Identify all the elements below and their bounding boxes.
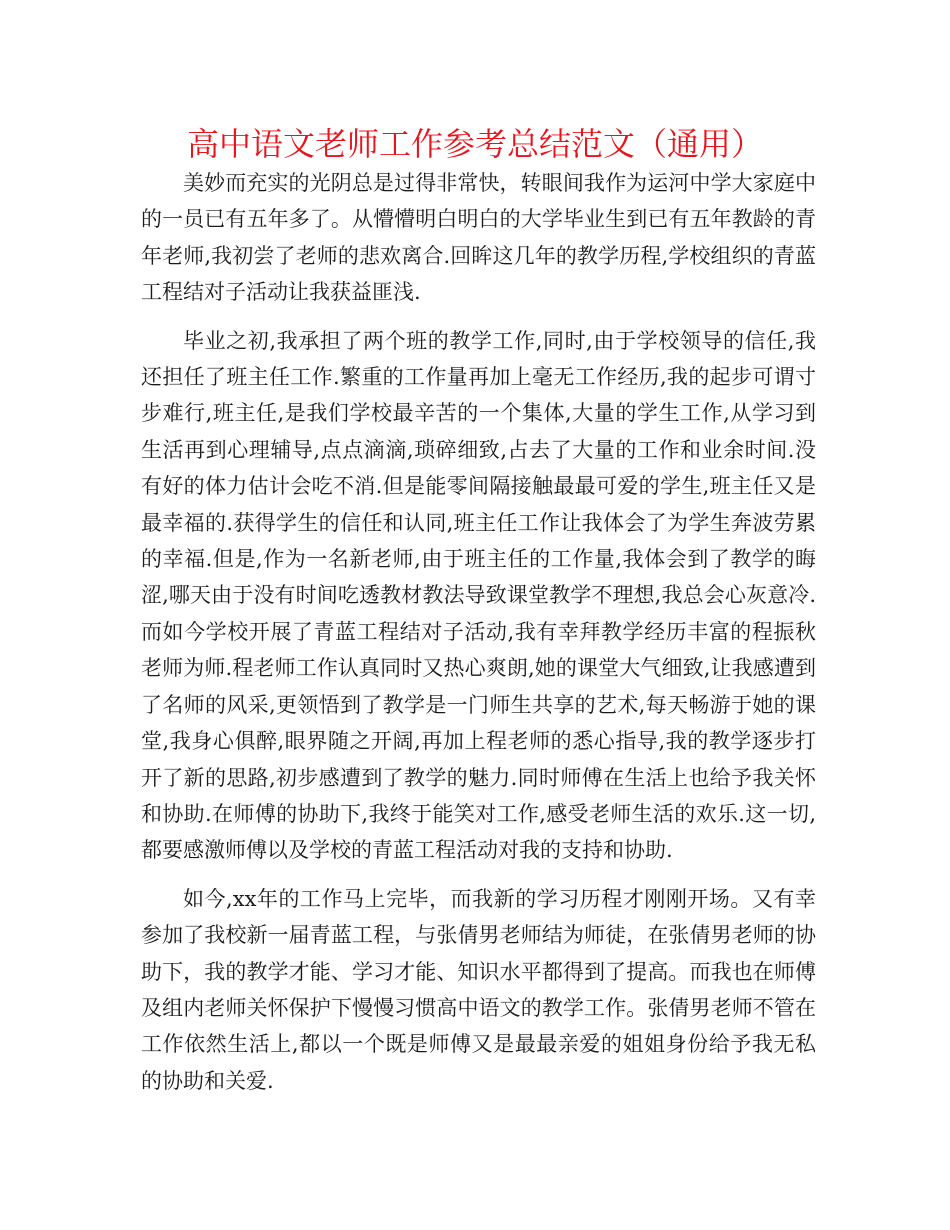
document-title: 高中语文老师工作参考总结范文（通用） bbox=[186, 125, 763, 163]
paragraph-2: 毕业之初,我承担了两个班的教学工作,同时,由于学校领导的信任,我还担任了班主任工作.繁重的工作量再加上毫无工作经历,我的起步可谓寸步难行,班主任,是我们学校最辛苦的一个集体,大量的学生工作,从学习到生活再到心理辅导,点点滴滴,琐碎细致,占去了大量的工作和业余时间.没有好的体力估计会吃不消.但是能零间隔接触最最可爱的学生,班主任又是最幸福的.获得学生的信任和认同,班主任工作让我体会了为学生奔波劳累的幸福.但是,作为一名新老师,由于班主任的工作量,我体会到了教学的晦涩,哪天由于没有时间吃透教材教法导致课堂教学不理想,我总会心灰意冷.而如今学校开展了青蓝工程结对子活动,我有幸拜教学经历丰富的程振秋老师为师.程老师工作认真同时又热心爽朗,她的课堂大气细致,让我感遭到了名师的风采,更领悟到了教学是一门师生共享的艺术,每天畅游于她的课堂,我身心俱醉,眼界随之开阔,再加上程老师的悉心指导,我的教学逐步打开了新的思路,初步感遭到了教学的魅力.同时师傅在生活上也给予我关怀和协助.在师傅的协助下,我终于能笑对工作,感受老师生活的欢乐.这一切,都要感激师傅以及学校的青蓝工程活动对我的支持和协助. bbox=[141, 328, 816, 863]
document-body bbox=[141, 165, 816, 1111]
paragraph-1: 美妙而充实的光阴总是过得非常快，转眼间我作为运河中学大家庭中的一员已有五年多了。从懵懵明白明白的大学毕业生到已有五年教龄的青年老师,我初尝了老师的悲欢离合.回眸这几年的教学历程,学校组织的青蓝工程结对子活动让我获益匪浅. bbox=[141, 171, 816, 305]
paragraph-3: 如今,xx年的工作马上完毕，而我新的学习历程才刚刚开场。又有幸参加了我校新一届青蓝工程，与张倩男老师结为师徒，在张倩男老师的协助下，我的教学才能、学习才能、知识水平都得到了提高。而我也在师傅及组内老师关怀保护下慢慢习惯高中语文的教学工作。张倩男老师不管在工作依然生活上,都以一个既是师傅又是最最亲爱的姐姐身份给予我无私的协助和关爱. bbox=[141, 886, 816, 1093]
